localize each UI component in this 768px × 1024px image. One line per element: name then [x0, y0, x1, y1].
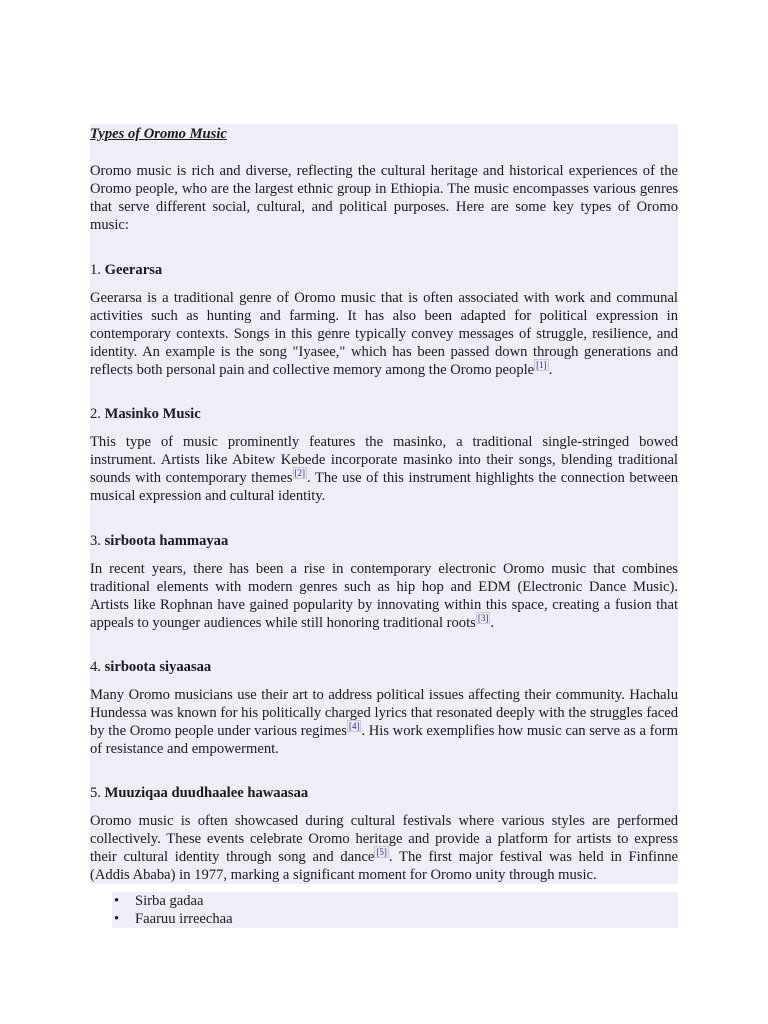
section-paragraph — [90, 812, 678, 884]
section-heading — [90, 532, 678, 550]
bullet-icon: • — [114, 911, 120, 927]
list-item-text: Faaruu irreechaa — [135, 911, 233, 927]
section-paragraph — [90, 560, 678, 632]
intro-paragraph: Oromo music is rich and diverse, reflecting the cultural heritage and historical experiences of the Oromo people, who are the largest ethnic group in Ethiopia. The music encompasses various genres that serve different social, cultural, and political purposes. Here are some key types of Oromo music: — [90, 163, 678, 233]
section-heading-text: sirboota hammayaa — [104, 533, 229, 549]
document-title: Types of Oromo Music — [90, 126, 227, 142]
section-text-after: . His work exemplifies how music can serve as a form of resistance and empowerment. — [90, 723, 678, 757]
section-text-after: . The use of this instrument highlights the connection between musical expression and cultural identity. — [90, 470, 678, 504]
section-number: 1. — [90, 262, 101, 278]
bullet-icon: • — [114, 893, 120, 909]
section-text-after: . The first major festival was held in Finfinne (Addis Ababa) in 1977, marking a significant moment for Oromo unity through music. — [90, 849, 679, 883]
section-text-after: . — [490, 615, 494, 631]
section-text: This type of music prominently features the masinko, a traditional single-stringed bowed instrument. Artists like Abitew Kebede incorporate masinko into their songs, blending traditional sounds with contemporary themes — [90, 434, 678, 486]
section-heading — [90, 261, 678, 279]
section-number: 2. — [90, 406, 101, 422]
reference-link[interactable]: [2] — [294, 468, 306, 479]
section-heading — [90, 784, 678, 802]
section-heading-text: sirboota siyaasaa — [104, 659, 212, 675]
sections-container — [90, 261, 678, 884]
section-text-after: . — [548, 362, 553, 378]
section-number: 3. — [90, 533, 101, 549]
section-text: In recent years, there has been a rise in contemporary electronic Oromo music that combines traditional elements with modern genres such as hip hop and EDM (Electronic Dance Music). Artists like Rophnan have gained popularity by innovating within this space, creating a fusion that appeals to younger audiences while still honoring traditional roots — [90, 561, 678, 631]
reference-link[interactable]: [1] — [536, 360, 547, 371]
section-number: 5. — [90, 785, 101, 801]
section-heading — [90, 658, 678, 676]
section-number: 4. — [90, 659, 101, 675]
section-text: Many Oromo musicians use their art to address political issues affecting their community. Hachalu Hundessa was known for his politically charged lyrics that resonated deeply with the struggles faced by the Oromo people under various regimes — [90, 687, 678, 739]
section-heading-text: Masinko Music — [104, 406, 201, 422]
list-item-text: Sirba gadaa — [135, 893, 204, 909]
list-item — [112, 910, 678, 928]
list-item — [112, 892, 678, 910]
reference-link[interactable]: [4] — [348, 721, 360, 732]
section-text: Oromo music is often showcased during cultural festivals where various styles are performed collectively. These events celebrate Oromo heritage and provide a platform for artists to express their cultural identity through song and dance — [90, 813, 678, 865]
section-heading-text: Geerarsa — [104, 262, 163, 278]
document-body — [90, 124, 678, 884]
section-paragraph — [90, 289, 678, 379]
section-heading-text: Muuziqaa duudhaalee hawaasaa — [104, 785, 309, 801]
reference-link[interactable]: [3] — [477, 613, 489, 624]
section-heading — [90, 405, 678, 423]
section-text: Geerarsa is a traditional genre of Oromo music that is often associated with work and communal activities such as hunting and farming. It has also been adapted for political expression in contemporary contexts. Songs in this genre typically convey messages of struggle, resilience, and identity. An example is the song "Iyasee," which has been passed down through generations and reflects both personal pain and collective memory among the Oromo people — [90, 290, 678, 378]
bullet-list — [112, 892, 678, 928]
reference-link[interactable]: [5] — [376, 847, 387, 858]
section-paragraph — [90, 433, 678, 505]
section-paragraph — [90, 686, 678, 758]
